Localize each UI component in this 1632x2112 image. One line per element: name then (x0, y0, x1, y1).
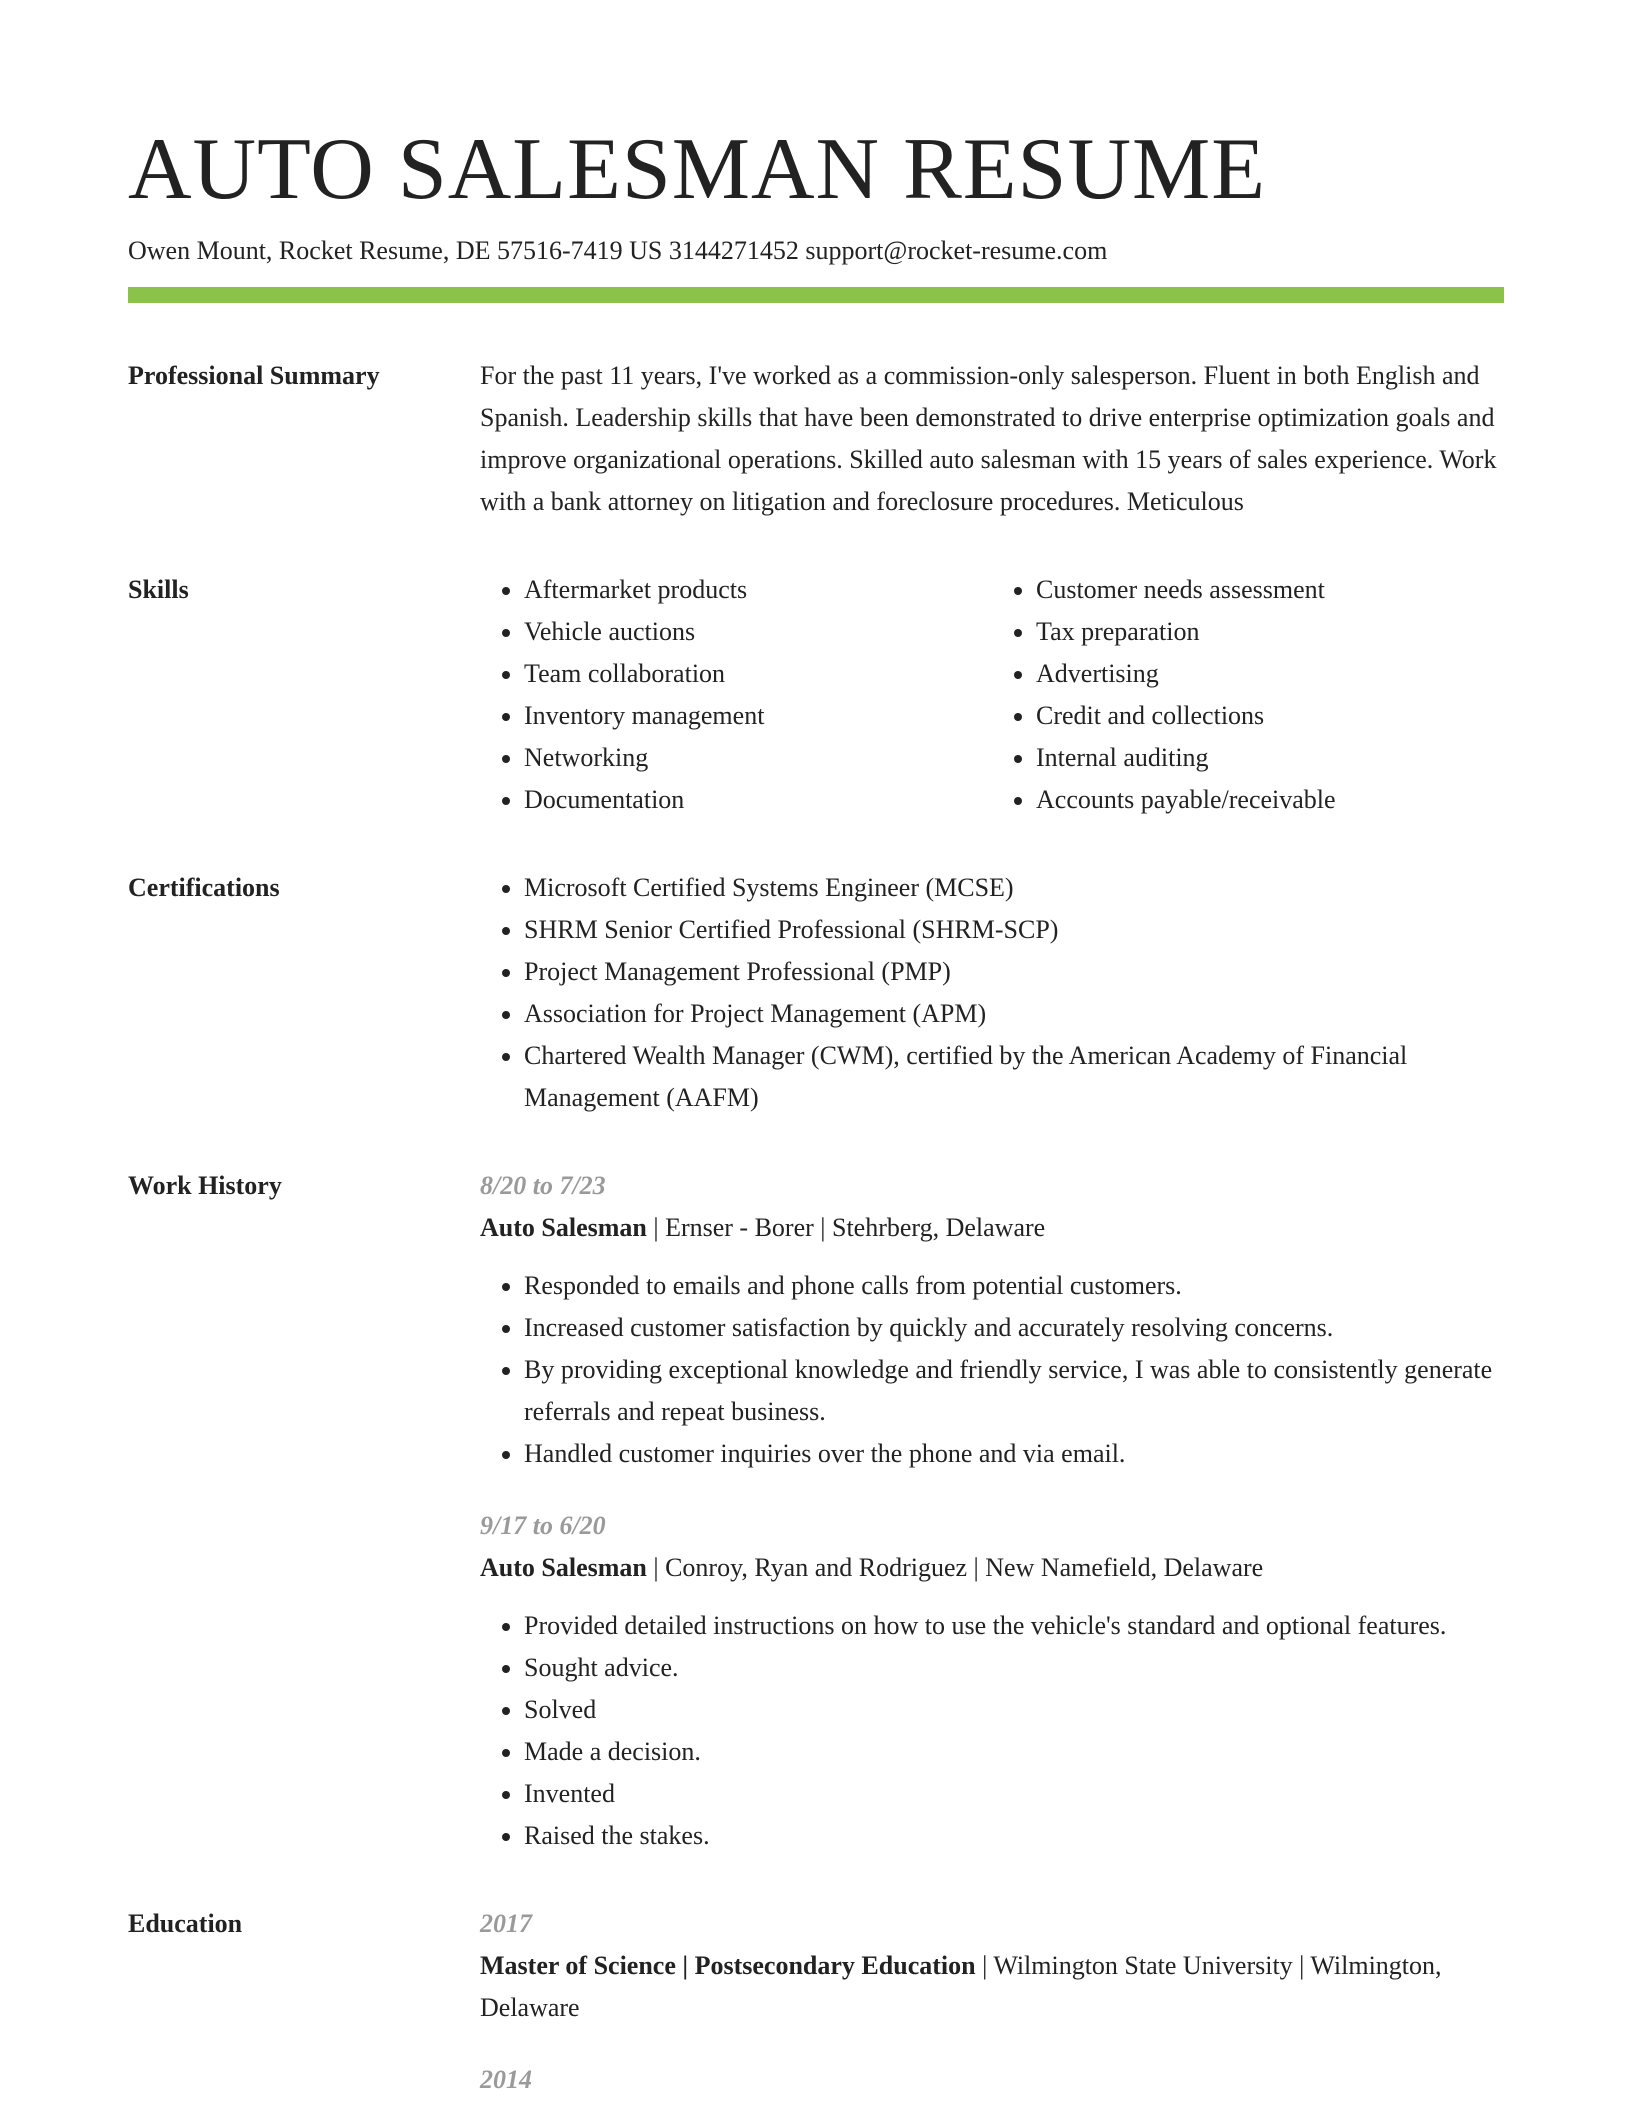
certification-item: • SHRM Senior Certified Professional (SHRM-SCP) (524, 909, 1504, 951)
job-dates: 8/20 to 7/23 (480, 1171, 606, 1200)
skills-list-right (992, 569, 1504, 821)
section-label-skills: Skills (128, 575, 189, 604)
skill-item: • Aftermarket products (524, 569, 992, 611)
job-title: Auto Salesman (480, 1213, 647, 1242)
resume-title: AUTO SALESMAN RESUME (128, 121, 1267, 218)
job-bullet: • Invented (524, 1773, 1504, 1815)
work-history-section (128, 1165, 1504, 1857)
job-bullet: • Raised the stakes. (524, 1815, 1504, 1857)
section-label-certifications: Certifications (128, 873, 280, 902)
job-bullet: • Responded to emails and phone calls from potential customers. (524, 1265, 1504, 1307)
job-bullet: • Sought advice. (524, 1647, 1504, 1689)
skill-item: • Team collaboration (524, 653, 992, 695)
job-bullet: • By providing exceptional knowledge and friendly service, I was able to consistently generate referrals and repeat business. (524, 1349, 1504, 1433)
certifications-list (480, 867, 1504, 1119)
education-entry (480, 2059, 1504, 2101)
education-year: 2017 (480, 1909, 532, 1938)
job-bullet: • Provided detailed instructions on how to use the vehicle's standard and optional features. (524, 1605, 1504, 1647)
skill-item: • Inventory management (524, 695, 992, 737)
skill-item: • Credit and collections (1036, 695, 1504, 737)
skill-item: • Documentation (524, 779, 992, 821)
certification-item: • Chartered Wealth Manager (CWM), certified by the American Academy of Financial Management (AAFM) (524, 1035, 1504, 1119)
job-title: Auto Salesman (480, 1553, 647, 1582)
job-bullets (480, 1605, 1504, 1857)
skills-section (128, 569, 1504, 821)
certification-item: • Association for Project Management (APM) (524, 993, 1504, 1035)
job-entry (480, 1165, 1504, 1475)
job-bullet: • Made a decision. (524, 1731, 1504, 1773)
contact-line: Owen Mount, Rocket Resume, DE 57516-7419 US 3144271452 support@rocket-resume.com (128, 236, 1108, 265)
summary-section (128, 355, 1504, 523)
job-bullet: • Solved (524, 1689, 1504, 1731)
education-year: 2014 (480, 2065, 532, 2094)
education-degree: Master of Science | Postsecondary Education (480, 1951, 976, 1980)
job-details: | Ernser - Borer | Stehrberg, Delaware (646, 1213, 1046, 1242)
skill-item: • Internal auditing (1036, 737, 1504, 779)
skills-list-left (480, 569, 992, 821)
header-divider (128, 287, 1504, 303)
job-heading (480, 1547, 1504, 1589)
skill-item: • Accounts payable/receivable (1036, 779, 1504, 821)
job-bullet: • Increased customer satisfaction by quickly and accurately resolving concerns. (524, 1307, 1504, 1349)
skill-item: • Networking (524, 737, 992, 779)
skill-item: • Tax preparation (1036, 611, 1504, 653)
summary-text: For the past 11 years, I've worked as a commission-only salesperson. Fluent in both English and Spanish. Leadership skills that have been demonstrated to drive enterprise optimization goals and improve organizational operations. Skilled auto salesman with 15 years of sales experience. Work with a bank attorney on litigation and foreclosure procedures. Meticulous (480, 361, 1497, 516)
job-bullet: • Handled customer inquiries over the phone and via email. (524, 1433, 1504, 1475)
education-entry (480, 1903, 1504, 2029)
section-label-summary: Professional Summary (128, 361, 380, 390)
job-heading (480, 1207, 1504, 1249)
certifications-section (128, 867, 1504, 1119)
education-section (128, 1903, 1504, 2101)
education-details: | Wilmington State University | Wilmington, Delaware (480, 1951, 1442, 2022)
section-label-education: Education (128, 1909, 243, 1938)
job-details: | Conroy, Ryan and Rodriguez | New Namefield, Delaware (646, 1553, 1264, 1582)
job-bullets (480, 1265, 1504, 1475)
skill-item: • Customer needs assessment (1036, 569, 1504, 611)
skill-item: • Vehicle auctions (524, 611, 992, 653)
job-entry (480, 1505, 1504, 1857)
education-heading (480, 1945, 1504, 2029)
certification-item: • Project Management Professional (PMP) (524, 951, 1504, 993)
section-label-work-history: Work History (128, 1171, 282, 1200)
certification-item: • Microsoft Certified Systems Engineer (MCSE) (524, 867, 1504, 909)
job-dates: 9/17 to 6/20 (480, 1511, 606, 1540)
skill-item: • Advertising (1036, 653, 1504, 695)
